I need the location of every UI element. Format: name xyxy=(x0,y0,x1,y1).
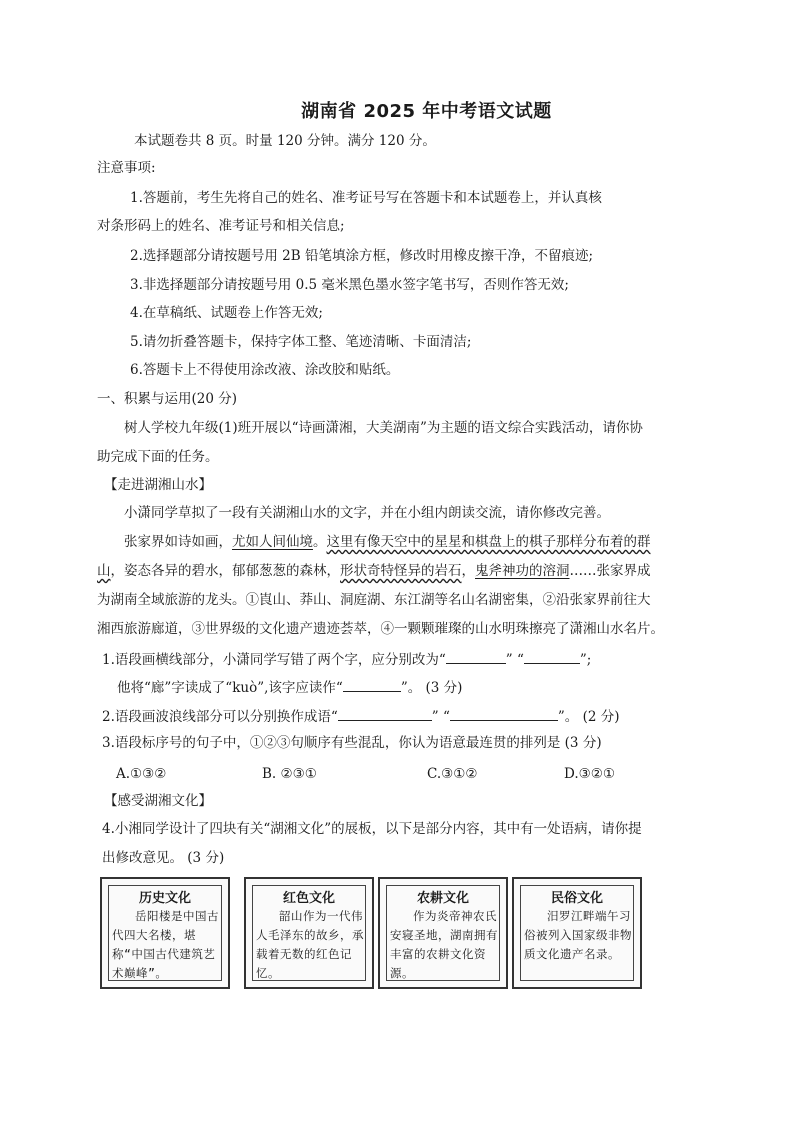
board-text: 岳阳楼是中国古代四大名楼，堪称“中国古代建筑艺术巅峰”。 xyxy=(112,909,219,980)
question-2 xyxy=(102,708,620,725)
answer-blank-2[interactable] xyxy=(524,651,580,664)
question-3: 3.语段标序号的句子中，①②③句顺序有些混乱，你认为语意最连贯的排列是 (3 分) xyxy=(102,735,602,751)
question-text: 他将“廊”字读成了“kuò”,该字应读作“ xyxy=(117,680,343,696)
passage-text: ， xyxy=(461,563,475,579)
underlined-phrase-2: 鬼斧神功的溶洞 xyxy=(475,563,570,579)
passage-line-2 xyxy=(97,565,651,579)
board-folk xyxy=(512,877,642,989)
question-text: ” “ xyxy=(505,652,524,668)
question-1b xyxy=(117,679,462,696)
part2-title: 【感受湖湘文化】 xyxy=(104,793,212,809)
section-intro-b: 助完成下面的任务。 xyxy=(97,449,219,465)
question-1a xyxy=(102,651,591,668)
exam-intro: 本试题卷共 8 页。时量 120 分钟。满分 120 分。 xyxy=(134,133,436,149)
board-title: 历史文化 xyxy=(138,891,191,906)
part1-desc: 小潇同学草拟了一段有关湖湘山水的文字，并在小组内朗读交流，请你修改完善。 xyxy=(124,505,610,521)
board-red xyxy=(244,877,374,989)
notice-1a: 1.答题前，考生先将自己的姓名、准考证号写在答题卡和本试题卷上，并认真核 xyxy=(130,190,602,206)
option-d[interactable]: D.③②① xyxy=(564,766,615,782)
wavy-phrase-1-end: 山 xyxy=(97,563,111,579)
board-title: 民俗文化 xyxy=(550,891,603,906)
question-text: ”。 (3 分) xyxy=(400,680,463,696)
section-heading: 一、积累与运用(20 分) xyxy=(97,391,238,407)
option-c[interactable]: C.③①② xyxy=(427,766,478,782)
notice-1b: 对条形码上的姓名、准考证号和相关信息; xyxy=(97,218,345,234)
option-a[interactable]: A.①③② xyxy=(116,766,167,782)
notice-heading: 注意事项: xyxy=(97,160,156,176)
option-b[interactable]: B. ②③① xyxy=(262,766,317,782)
question-text: ” “ xyxy=(431,709,450,725)
question-4b: 出修改意见。 (3 分) xyxy=(102,850,225,866)
notice-2: 2.选择题部分请按题号用 2B 铅笔填涂方框，修改时用橡皮擦干净，不留痕迹; xyxy=(130,248,594,264)
exhibition-boards xyxy=(100,877,644,989)
part1-title: 【走进湖湘山水】 xyxy=(104,477,212,493)
answer-blank-1[interactable] xyxy=(446,651,506,664)
passage-line-1 xyxy=(124,536,651,550)
answer-blank-4[interactable] xyxy=(338,708,432,721)
notice-4: 4.在草稿纸、试题卷上作答无效; xyxy=(130,305,323,321)
passage-text: ……张家界成 xyxy=(569,563,651,579)
question-4a: 4.小湘同学设计了四块有关“湖湘文化”的展板，以下是部分内容，其中有一处语病，请你提 xyxy=(102,821,642,837)
passage-text: 张家界如诗如画， xyxy=(124,534,232,550)
question-text: ”; xyxy=(579,652,592,668)
board-history xyxy=(100,877,230,989)
question-text: 1.语段画横线部分，小潇同学写错了两个字，应分别改为“ xyxy=(102,652,446,668)
section-intro-a: 树人学校九年级(1)班开展以“诗画潇湘，大美湖南”为主题的语文综合实践活动，请你协 xyxy=(124,420,643,436)
board-text: 作为炎帝神农氏安寝圣地，湖南拥有丰富的农耕文化资源。 xyxy=(390,909,498,980)
board-farming xyxy=(378,877,508,989)
passage-line-3: 为湖南全域旅游的龙头。①崀山、莽山、洞庭湖、东江湖等名山名湖密集，②沿张家界前往大 xyxy=(97,592,651,608)
passage-text: ，姿态各异的碧水，郁郁葱葱的森林， xyxy=(110,563,340,579)
question-text: ”。 (2 分) xyxy=(557,709,620,725)
board-text: 汨罗江畔端午习俗被列入国家级非物质文化遗产名录。 xyxy=(524,909,632,961)
page-title: 湖南省 2025 年中考语文试题 xyxy=(301,101,552,122)
passage-line-4: 湘西旅游廊道，③世界级的文化遗产遗迹荟萃，④一颗颗璀璨的山水明珠擦亮了潇湘山水名片。 xyxy=(97,621,664,637)
board-title: 农耕文化 xyxy=(416,891,469,906)
wavy-phrase-2: 形状奇特怪异的岩石 xyxy=(340,563,462,579)
notice-6: 6.答题卡上不得使用涂改液、涂改胶和贴纸。 xyxy=(130,362,400,378)
notice-5: 5.请勿折叠答题卡，保持字体工整、笔迹清晰、卡面清洁; xyxy=(130,334,472,350)
wavy-phrase-1: 这里有像天空中的星星和棋盘上的棋子那样分布着的群 xyxy=(326,534,651,550)
board-text: 韶山作为一代伟人毛泽东的故乡，承载着无数的红色记忆。 xyxy=(256,909,364,980)
board-title: 红色文化 xyxy=(282,891,335,906)
answer-blank-5[interactable] xyxy=(450,708,558,721)
notice-3: 3.非选择题部分请按题号用 0.5 毫米黑色墨水签字笔书写，否则作答无效; xyxy=(130,277,569,293)
question-text: 2.语段画波浪线部分可以分别换作成语“ xyxy=(102,709,338,725)
underlined-phrase-1: 尤如人间仙境 xyxy=(232,534,313,550)
passage-text: 。 xyxy=(313,534,327,550)
answer-blank-3[interactable] xyxy=(343,679,401,692)
